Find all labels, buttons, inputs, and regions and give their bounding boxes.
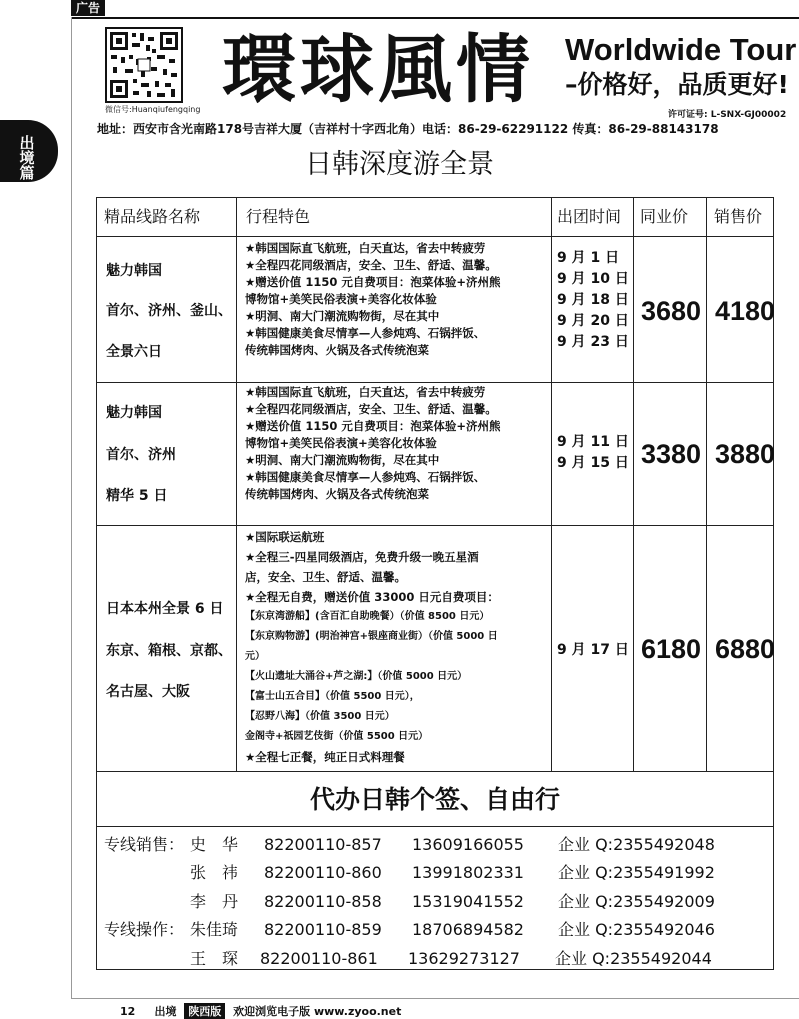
feature-line: ★国际联运航班 <box>245 530 325 544</box>
feature-line: 【火山遗址大涌谷+芦之湖:】（价值 5000 日元） <box>245 671 468 682</box>
route-name-line: 首尔、济州 <box>106 447 176 463</box>
edition-badge: 陕西版 <box>184 1003 225 1019</box>
feature-line: ★赠送价值 1150 元自费项目：泡菜体验+济州熊 <box>245 275 501 289</box>
route-name-line: 魅力韩国 <box>106 263 162 279</box>
feature-line: ★韩国健康美食尽情享—人参炖鸡、石锅拌饭、 <box>245 326 486 340</box>
departure-dates <box>557 248 632 353</box>
feature-line: 元） <box>245 651 265 662</box>
sale-price: 6880 <box>715 634 776 664</box>
trade-price: 6180 <box>641 634 702 664</box>
date-item: 9 月 1 日 <box>557 250 620 266</box>
contact-qq: 企业 Q:2355492046 <box>558 920 715 939</box>
contact-name: 李 丹 <box>190 892 239 911</box>
contact-role: 专线销售： <box>104 835 185 854</box>
contact-qq: 企业 Q:2355491992 <box>558 863 715 882</box>
bottom-rule <box>71 998 799 999</box>
feature-line: ★全程四花同级酒店，安全、卫生、舒适、温馨。 <box>245 402 497 416</box>
table-rule <box>706 197 707 771</box>
side-tab-char: 出 <box>19 134 35 152</box>
brand-name-cn: 環球風情 <box>222 27 534 113</box>
table-rule <box>96 525 774 526</box>
date-item: 9 月 11 日 <box>557 434 629 450</box>
header-departure: 出团时间 <box>557 207 622 226</box>
frame-left-rule <box>71 17 72 999</box>
footer-section: 出境 <box>154 1005 177 1018</box>
slogan: –价格好，品质更好! <box>565 70 789 99</box>
license-number: 许可证号: L-SNX-GJ00002 <box>668 110 787 120</box>
feature-line: ★韩国国际直飞航班，白天直达，省去中转疲劳 <box>245 241 486 255</box>
header-route-name: 精品线路名称 <box>104 207 201 226</box>
contact-phone: 82200110-859 <box>264 920 382 939</box>
qr-code-icon <box>105 27 183 103</box>
route-features <box>245 240 550 359</box>
feature-line: ★明洞、南大门潮流购物街，尽在其中 <box>245 309 440 323</box>
contact-phone: 82200110-861 <box>260 949 378 968</box>
table-rule <box>96 826 774 827</box>
sale-price: 3880 <box>715 439 776 469</box>
route-name-line: 东京、箱根、京都、 <box>106 643 232 659</box>
trade-price: 3680 <box>641 296 702 326</box>
contact-name: 王 琛 <box>190 949 239 968</box>
route-name-line: 精华 5 日 <box>106 488 168 504</box>
feature-line: ★全程无自费，赠送价值 33000 日元自费项目： <box>245 590 499 604</box>
feature-line: 【东京购物游】(明治神宫+银座商业街）（价值 5000 日 <box>245 631 498 642</box>
page-title: 日韩深度游全景 <box>305 149 494 180</box>
table-rule <box>633 197 634 771</box>
date-item: 9 月 18 日 <box>557 292 629 308</box>
table-rule <box>96 382 774 383</box>
contact-mobile: 13609166055 <box>412 835 524 854</box>
feature-line: 博物馆+美笑民俗表演+美容化妆体验 <box>245 436 437 450</box>
visa-banner: 代办日韩个签、自由行 <box>309 785 560 814</box>
feature-line: 【富士山五合目】（价值 5500 日元）， <box>245 691 420 702</box>
contact-name: 张 祎 <box>190 863 239 882</box>
feature-line: ★韩国国际直飞航班，白天直达，省去中转疲劳 <box>245 385 486 399</box>
feature-line: ★全程三-四星同级酒店，免费升级一晚五星酒 <box>245 550 479 564</box>
route-name-line: 全景六日 <box>106 344 162 360</box>
feature-line: 【忍野八海】（价值 3500 日元） <box>245 711 395 722</box>
route-name-line: 首尔、济州、釜山、 <box>106 303 232 319</box>
table-rule <box>96 236 774 237</box>
feature-line: ★明洞、南大门潮流购物街，尽在其中 <box>245 453 440 467</box>
feature-line: ★赠送价值 1150 元自费项目：泡菜体验+济州熊 <box>245 419 501 433</box>
ad-tag: 广告 <box>71 0 105 16</box>
contact-mobile: 13991802331 <box>412 863 524 882</box>
contact-phone: 82200110-857 <box>264 835 382 854</box>
feature-line: ★全程七正餐，纯正日式料理餐 <box>245 750 405 764</box>
contact-name: 史 华 <box>190 835 239 854</box>
feature-line: 博物馆+美笑民俗表演+美容化妆体验 <box>245 292 437 306</box>
route-name-line: 名古屋、大阪 <box>106 684 190 700</box>
table-rule <box>236 197 237 771</box>
table-rule <box>551 197 552 771</box>
header-sale-price: 销售价 <box>714 207 763 226</box>
feature-line: ★韩国健康美食尽情享—人参炖鸡、石锅拌饭、 <box>245 470 486 484</box>
route-name-line: 日本本州全景 6 日 <box>106 601 224 617</box>
contact-name: 朱佳琦 <box>190 920 239 939</box>
section-side-tab <box>0 120 58 182</box>
contact-qq: 企业 Q:2355492044 <box>555 949 712 968</box>
contact-qq: 企业 Q:2355492009 <box>558 892 715 911</box>
side-tab-char: 境 <box>19 149 35 167</box>
wechat-id: 微信号:Huanqiufengqing <box>105 105 201 114</box>
brand-name-en: Worldwide Tour <box>565 32 797 67</box>
contact-role: 专线操作： <box>104 920 185 939</box>
footer-text: 欢迎浏览电子版 www.zyoo.net <box>233 1005 402 1018</box>
route-name-line: 魅力韩国 <box>106 405 162 421</box>
top-rule <box>71 17 799 19</box>
side-tab-char: 篇 <box>19 164 35 182</box>
address-line: 地址：西安市含光南路178号吉祥大厦（吉祥村十字西北角）电话：86-29-62291122 传真：86-29-88143178 <box>97 122 719 136</box>
date-item: 9 月 17 日 <box>557 642 629 658</box>
date-item: 9 月 23 日 <box>557 334 629 350</box>
contact-phone: 82200110-860 <box>264 863 382 882</box>
feature-line: 传统韩国烤肉、火锅及各式传统泡菜 <box>245 343 429 357</box>
header-features: 行程特色 <box>246 207 311 226</box>
contact-mobile: 13629273127 <box>408 949 520 968</box>
sale-price: 4180 <box>715 296 776 326</box>
date-item: 9 月 15 日 <box>557 455 629 471</box>
feature-line: 金阁寺+祇园艺伎街（价值 5500 日元） <box>245 731 429 742</box>
feature-line: 传统韩国烤肉、火锅及各式传统泡菜 <box>245 487 429 501</box>
header-trade-price: 同业价 <box>640 207 689 226</box>
feature-line: 店，安全、卫生、舒适、温馨。 <box>245 570 406 584</box>
departure-dates <box>557 640 632 661</box>
departure-dates <box>557 432 632 474</box>
trade-price: 3380 <box>641 439 702 469</box>
table-rule <box>96 771 774 772</box>
contact-mobile: 15319041552 <box>412 892 524 911</box>
date-item: 9 月 20 日 <box>557 313 629 329</box>
feature-line: ★全程四花同级酒店，安全、卫生、舒适、温馨。 <box>245 258 497 272</box>
contact-mobile: 18706894582 <box>412 920 524 939</box>
date-item: 9 月 10 日 <box>557 271 629 287</box>
feature-line: 【东京湾游船】(含百汇自助晚餐）（价值 8500 日元） <box>245 611 490 622</box>
page-number: 12 <box>120 1005 136 1018</box>
contact-qq: 企业 Q:2355492048 <box>558 835 715 854</box>
contact-phone: 82200110-858 <box>264 892 382 911</box>
route-features <box>245 527 550 767</box>
route-features <box>245 384 550 503</box>
